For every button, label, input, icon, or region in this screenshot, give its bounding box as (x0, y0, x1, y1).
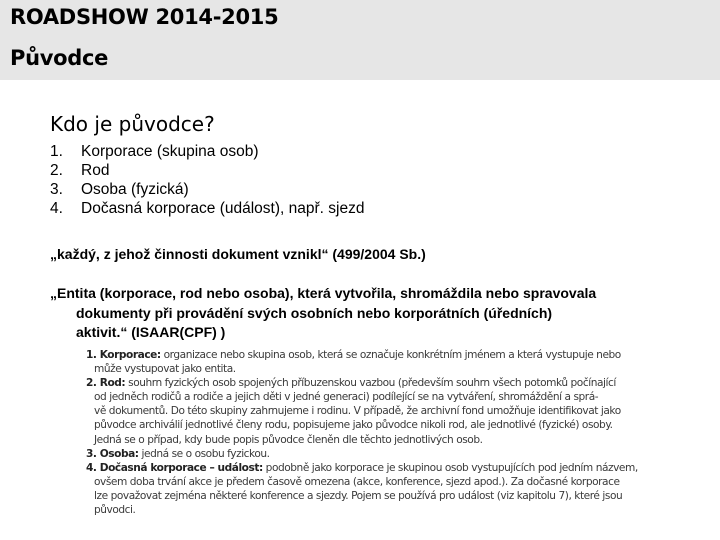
doc-line: ovšem doba trvání akce je předem časově omezena (akce, konference, sjezd apod.). Za dočasné korporace (94, 475, 620, 488)
list-item (50, 142, 364, 161)
document-excerpt (86, 348, 646, 517)
doc-line: od jedněch rodičů a rodiče a jejich děti v jedné generaci) podílející se na vytváření, shromáždění a sprá- (94, 391, 599, 404)
list-text: Rod (81, 162, 110, 179)
doc-line: 2. Rod: souhrn fyzických osob spojených příbuzenskou vazbou (především souhrn všech potomků počínající (86, 377, 616, 390)
doc-line: 3. Osoba: jedná se o osobu fyzickou. (86, 447, 270, 460)
doc-line: původce archiválií jednotlivé členy rodu, popisujeme jako původce nikoli rod, ale jednotlivé (fyzické) osoby. (94, 419, 613, 432)
list-text: Dočasná korporace (událost), např. sjezd (81, 200, 365, 217)
slide-title: ROADSHOW 2014-2015 (10, 5, 279, 29)
doc-line: původci. (94, 504, 136, 517)
law-definition-quote: „každý, z jehož činnosti dokument vznikl“ (499/2004 Sb.) (50, 246, 426, 262)
doc-line: 4. Dočasná korporace – událost: podobně jako korporace je skupinou osob vystupujících pod jedním názvem, (86, 461, 638, 474)
doc-line: Jedná se o případ, kdy bude popis původce členěn dle těchto jednotlivých osob. (94, 433, 483, 446)
list-text: Korporace (skupina osob) (81, 143, 259, 160)
list-text: Osoba (fyzická) (81, 181, 189, 198)
slide-subtitle: Původce (10, 46, 109, 70)
doc-line: vě dokumentů. Do této skupiny zahrnujeme i rodinu. V případě, že archivní fond umožňuje identifikovat jako (94, 405, 621, 418)
list-number: 3. (50, 181, 63, 198)
originator-types-list (50, 142, 364, 218)
doc-term: 1. Korporace: (86, 349, 161, 361)
quote-line: dokumenty při provádění svých osobních nebo korporátních (úředních) (76, 304, 553, 321)
list-item (50, 199, 364, 218)
doc-term: 2. Rod: (86, 377, 126, 390)
list-number: 1. (50, 143, 63, 160)
list-number: 4. (50, 200, 63, 217)
quote-line: aktivit.“ (ISAAR(CPF) ) (76, 324, 226, 340)
question-heading: Kdo je původce? (50, 112, 215, 136)
doc-term: 3. Osoba: (86, 447, 139, 460)
doc-line: 1. Korporace: organizace nebo skupina osob, která se označuje konkrétním jménem a která vystupuje nebo (86, 349, 621, 361)
isaar-definition-quote (50, 284, 690, 343)
quote-line: „Entita (korporace, rod nebo osoba), která vytvořila, shromáždila nebo spravovala (50, 285, 597, 301)
slide-header (0, 0, 720, 80)
list-number: 2. (50, 162, 63, 179)
doc-line: může vystupovat jako entita. (94, 363, 236, 376)
list-item (50, 180, 364, 199)
doc-term: 4. Dočasná korporace – událost: (86, 461, 263, 474)
list-item (50, 161, 364, 180)
doc-line: lze považovat zejména některé konference a sjezdy. Pojem se používá pro událost (viz kapitolu 7), které jsou (94, 489, 623, 502)
